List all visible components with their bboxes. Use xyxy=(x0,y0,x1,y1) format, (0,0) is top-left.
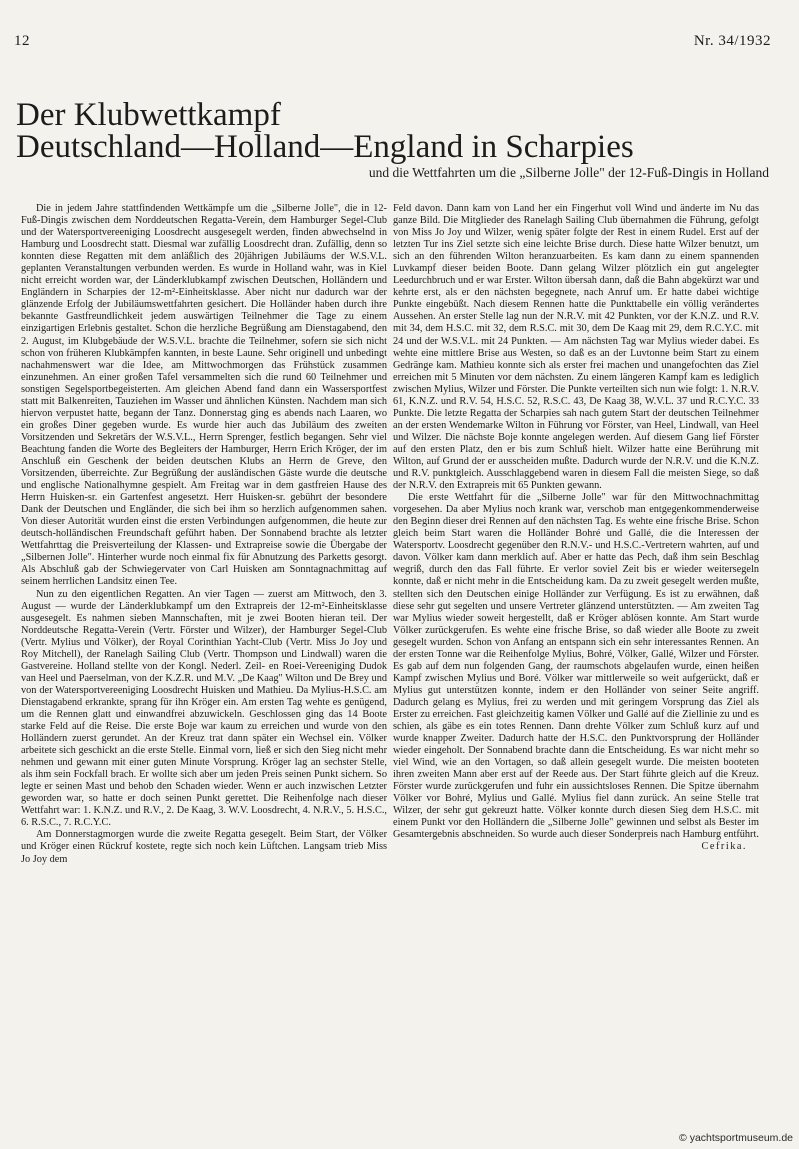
paragraph: Nun zu den eigentlichen Regatten. An vier Tagen — zuerst am Mittwoch, den 3. August — wurde der Länderklubkampf um den Extrapreis der 12-m²-Einheitsklasse ausgesegelt. Es nahmen sieben Mannschaften, mit je zwei Booten hieran teil. Der Norddeutsche Regatta-Verein (Vertr. Förster und Wilzer), der Hamburger Segel-Club (Vertr. Mylius und Völker), der Royal Corinthian Yacht-Club (Vertr. Miss Jo Joy und Roy Mitchell), der Ranelagh Sailing Club (Vertr. Thompson und Lindwall) waren die Gastvereine. Holland stellte von der Kongl. Nederl. Zeil- en Roei-Vereeniging Dudok van Heel und Paerselman, von der K.Z.R. und M.V. „De Kaag" Wilton und De Brey und von der Watersportvereeniging Loosdrecht Huisken und Mathieu. Da Mylius-H.S.C. am Dienstagabend erkrankte, sprang für ihn Kröger ein. Am ersten Tag wehte es genügend, um die Rennen glatt und einwandfrei abzuwickeln. Geschlossen ging das 14 Boote starke Feld auf die Reise. Die erste Boje war kaum zu erreichen und wurde von den Holländern zuerst gerundet. An der Kreuz trat dann später ein Wechsel ein. Völker arbeitete sich geschickt an die erste Stelle. Einmal vorn, ließ er sich den Sieg nicht mehr nehmen und gewann mit einer guten Minute Vorsprung. Kröger lag an sechster Stelle, als ihm sein Fockfall brach. Er wollte sich aber um jeden Preis seinen Punkt sichern. So legte er seinen Mast und behob den Schaden wieder. Wenn er auch inzwischen Letzter geworden war, so hatte er doch seinen Punkt gerettet. Die Reihenfolge nach dieser Wettfahrt war: 1. K.N.Z. und R.V., 2. De Kaag, 3. W.V. Loosdrecht, 4. N.R.V., 5. H.S.C., 6. R.S.C., 7. R.C.Y.C. xyxy=(21,588,387,829)
paragraph: Feld davon. Dann kam von Land her ein Fingerhut voll Wind und änderte im Nu das ganze Bild. Die Mitglieder des Ranelagh Sailing Club übernahmen die Führung, gefolgt von Miss Jo Joy und Wilzer, wenig später folgte der Rest in einem Rudel. Erst auf der letzten Tur ins Ziel setzte sich eine leichte Brise durch. Diese hatte Wilzer benutzt, um sich an den führenden Wilton heranzuarbeiten. Es kam dann zu einem spannenden Luvkampf dieser beiden Boote. Dann gelang Wilzer plötzlich ein gut angelegter Leedurchbruch und er war Erster. Wilton übersah dann, daß die Bahn abgekürzt war und kehrte erst, als er den nächsten begegnete, nach Anruf um. Er hatte dabei wichtige Punkte eingebüßt. Nach diesem Rennen hatte die Punkttabelle ein völlig verändertes Aussehen. An erster Stelle lag nun der N.R.V. mit 42 Punkten, vor der K.N.Z. und R.V. mit 34, dem H.S.C. mit 32, dem R.S.C. mit 30, dem De Kaag mit 29, dem R.C.Y.C. mit 24 und der W.S.V.L. mit 24 Punkten. — Am nächsten Tag war Mylius wieder dabei. Es wehte eine mittlere Brise aus Westen, so daß es an der Luvtonne beim Start zu einem Gedränge kam. Mathieu konnte sich als erster frei machen und unangefochten das Ziel erreichen mit 5 Minuten vor dem nächsten. Zu einem längeren Kampf kam es lediglich zwischen Mylius, Wilzer und Förster. Die Punkte verteilten sich nun wie folgt: 1. N.R.V. 61, K.N.Z. und R.V. 54, H.S.C. 52, R.S.C. 43, De Kaag 38, W.V.L. 37 und R.C.Y.C. 33 Punkte. Die letzte Regatta der Scharpies sah nach gutem Start der deutschen Teilnehmer an der ersten Wendemarke Wilton in Führung vor Förster, van Heel, Lindwall, van Heel und Wilzer. Die nächste Boje konnte angelegen werden. Auf diesem Gang lief Förster auf den ersten Platz, den er bis zum Schluß hielt. Wilzer hatte eine Berührung mit Wilton, auf Grund der er ausscheiden mußte. Dadurch wurde der N.R.V. und die K.N.Z. und R.V. punktgleich. Ausschlaggebend waren in diesem Fall die meisten Siege, so daß der N.R.V. den Extrapreis mit 65 Punkten gewann. xyxy=(393,203,759,492)
article-title-line-1: Der Klubwettkampf xyxy=(16,97,281,133)
watermark-text: © yachtsportmuseum.de xyxy=(679,1132,793,1144)
paragraph: Die in jedem Jahre stattfindenden Wettkämpfe um die „Silberne Jolle", die in 12-Fuß-Dingis zwischen dem Norddeutschen Regatta-Verein, dem Hamburger Segel-Club und der Watersportvereeniging Loosdrecht ausgesegelt werden, finden abwechselnd in Hamburg und Loosdrecht statt. Diesmal war zufällig Loosdrecht dran. Zufällig, denn so konnten diese Regatten mit dem anläßlich des 20jährigen Jubiläums der W.S.V.L. geplanten Veranstaltungen verbunden werden. Es wurde in Holland wahr, was in Kiel nicht erreicht worden war, der Länderklubkampf zwischen Deutschen, Holländern und Engländern in Scharpies der 12-m²-Einheitsklasse. Aber nicht nur dadurch war der glänzende Erfolg der Jubiläumswettfahrten gesichert. Die Holländer haben durch ihre bekannte Gastfreundlichkeit jedem auswärtigen Teilnehmer die Tage zu einem einzigartigen Erlebnis gestaltet. Schon die herzliche Begrüßung am Dienstagabend, den 2. August, im Klubgebäude der W.S.V.L. brachte die Teilnehmer, sofern sie sich nicht schon von früheren Klubkämpfen kannten, in beste Laune. Sehr originell und unbedingt nachahmenswert war die Idee, am Mittwochmorgen das Frühstück zusammen einzunehmen. An einer großen Tafel versammelten sich die rund 60 Teilnehmer und sonstigen Segelsportbegeisterten. Am gleichen Abend fand dann ein Wassersportfest statt mit Balkenreiten, Tauziehen im Wasser und ähnlichen Künsten. Nachdem man sich hiervon verpustet hatte, begann der Tanz. Donnerstag ging es abends nach Laaren, wo ein großes Diner gegeben wurde. Es wurde hier auch das Jubiläum des zweiten Vorsitzenden und Sekretärs der W.S.V.L., Herrn Sprenger, festlich begangen. Sehr viel Beachtung fanden die Worte des Begleiters der Hamburger, Herrn Erich Kröger, der im Anschluß ein Geschenk der beiden deutschen Klubs an Herrn de Greve, den Vorsitzenden, überreichte. Zur Begrüßung der ausländischen Gäste wurde die deutsche und englische Nationalhymne gespielt. Am Freitag war in dem gastfreien Hause des Herrn Huisken-sr. ein Gartenfest angesetzt. Herr Huisken-sr. gebührt der besondere Dank der Deutschen und Engländer, die sich bei ihm so herzlich aufgenommen sahen. Von dieser Autorität wurden einst die ersten Verbindungen aufgenommen, die heute zur deutsch-holländischen Freundschaft geführt haben. Der Sonnabend brachte als letzter Wettfahrttag die Preisverteilung der Klassen- und Extrapreise sowie die Übergabe der „Silbernen Jolle". Hinterher wurde noch einmal fix für Abnutzung des Parketts gesorgt. Als Abschluß gab der Schwiegervater von Carl Huisken am Sonntagnachmittag auf seinem herrlichen Landsitz einen Tee. xyxy=(21,203,387,588)
page-number: 12 xyxy=(14,33,30,49)
paragraph xyxy=(393,492,759,853)
right-column xyxy=(393,203,759,854)
issue-number: Nr. 34/1932 xyxy=(693,33,771,49)
paragraph-text: Die erste Wettfahrt für die „Silberne Jolle" war für den Mittwochnachmittag vorgesehen. Da aber Mylius noch krank war, verschob man entgegenkommenderweise den Beginn dieser drei Rennen auf den nächsten Tag. Es wehte eine frische Brise. Schon gleich beim Start waren die Holländer Bohré und Gallé, die die Interessen der Watersportv. Loosdrecht gegenüber den R.N.V.- und H.S.C.-Vertretern wahrten, auf und davon. Völker kam dann merklich auf. Aber er hatte das Pech, daß ihm sein Beschlag wegriß, durch den das Fall führte. Er verlor soviel Zeit bis er wieder weitersegeln konnte, daß er nicht mehr in die Entscheidung kam. Da zu zweit gesegelt werden mußte, stellten sich den Deutschen einige Holländer zur Verfügung. Es ist zu erwähnen, daß diese sehr gut segelten und unsere Vertreter glänzend unterstützten. — Am zweiten Tag war Mylius wieder soweit hergestellt, daß er Kröger ablösen konnte. Am Start wurde Völker zurückgerufen. Es wehte eine frische Brise, so daß wieder alle Boote zu zweit gesegelt wurden. Schon von Anfang an entspann sich ein sehr interessantes Rennen. An der ersten Tonne war die Reihenfolge Mylius, Bohré, Völker, Gallé, Wilzer und Förster. Es gab auf dem nun folgenden Gang, der raumschots abgelaufen wurde, einen heißen Kampf zwischen Mylius und Boré. Völker war mittlerweile so weit aufgerückt, daß er Mylius gut unterstützen konnte, indem er den Holländer von seiner Seite angriff. Dadurch gelang es Mylius, frei zu werden und mit geringem Vorsprung das Ziel als Erster zu erreichen. Fast gleichzeitig kamen Völker und Gallé auf die Ziellinie zu und es schien, als gäbe es ein totes Rennen. Dann drehte Völker zum Schluß kurz auf und wurde knapper Zweiter. Dadurch hatte der H.S.C. den Punktvorsprung der Holländer wieder eingeholt. Der Sonnabend brachte dann die Entscheidung. Es war nicht mehr so viel Wind, wie an den Vortagen, so daß allein gesegelt wurde. Die meisten booteten ihren zweiten Mann aber erst auf der Reede aus. Der Start führte gleich auf die Kreuz. Förster wurde zurückgerufen und fuhr ein aussichtsloses Rennen. Die Spitze übernahm Völker vor Bohré, Mylius und Gallé. Mylius fiel dann zurück. An seine Stelle trat Wilzer, der sehr gut gekreuzt hatte. Völker konnte durch diesen Sieg dem H.S.C. mit einem Punkt vor den Holländern die „Silberne Jolle" gewinnen und selbst als Bester im Gesamtergebnis abschneiden. So wurde auch dieser Sonderpreis nach Hamburg entführt. xyxy=(393,492,759,841)
watermark xyxy=(679,1132,793,1144)
article-title-line-2: Deutschland—Holland—England in Scharpies xyxy=(16,129,634,165)
left-column xyxy=(21,203,387,866)
author-signature: Cefrika. xyxy=(701,841,747,853)
paragraph: Am Donnerstagmorgen wurde die zweite Regatta gesegelt. Beim Start, der Völker und Kröger einen Rückruf kostete, regte sich noch kein Lüftchen. Langsam trieb Miss Jo Joy dem xyxy=(21,829,387,865)
article-subtitle: und die Wettfahrten um die „Silberne Jolle" der 12-Fuß-Dingis in Holland xyxy=(368,165,769,180)
